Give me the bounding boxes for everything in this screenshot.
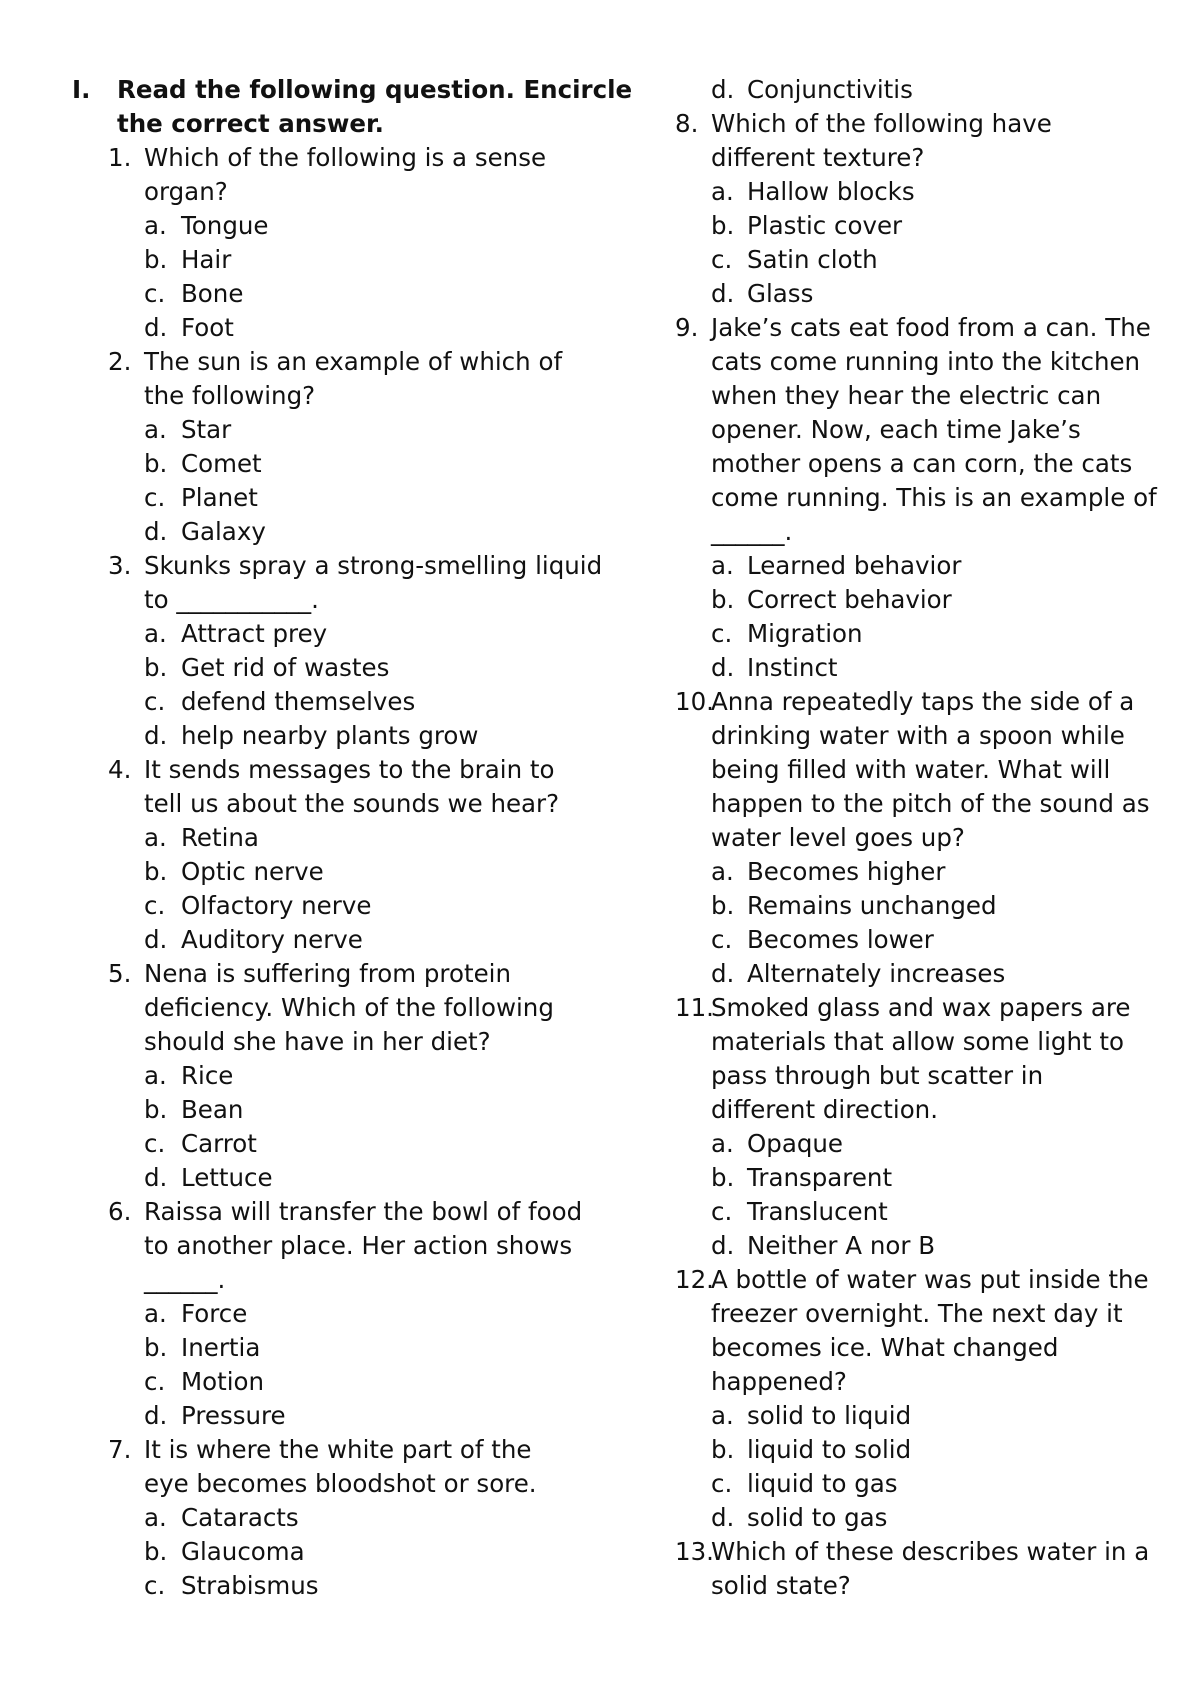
answer-option <box>72 413 592 447</box>
question-line-continued <box>675 345 1145 379</box>
question-3 <box>72 549 603 753</box>
option-letter: b. <box>144 1537 168 1566</box>
question-line <box>675 107 1145 141</box>
question-line-continued <box>675 413 1145 447</box>
question-line-continued <box>675 447 1145 481</box>
question-text: eye becomes bloodshot or sore. <box>144 1469 537 1498</box>
option-text: Transparent <box>747 1163 893 1192</box>
question-line <box>72 549 603 583</box>
option-text: solid to gas <box>747 1503 888 1532</box>
question-line <box>675 1535 1150 1569</box>
question-text: materials that allow some light to <box>711 1027 1124 1056</box>
option-letter: d. <box>144 517 168 546</box>
question-line-continued <box>675 1297 1145 1331</box>
answer-option <box>675 243 1145 277</box>
answer-option <box>675 1399 1145 1433</box>
option-text: Get rid of wastes <box>181 653 390 682</box>
question-line <box>72 1433 592 1467</box>
option-letter: d. <box>144 1163 168 1192</box>
option-letter: c. <box>144 1129 166 1158</box>
question-text: water level goes up? <box>711 823 965 852</box>
answer-option <box>675 923 1145 957</box>
option-text: Hair <box>181 245 232 274</box>
answer-option <box>675 889 1145 923</box>
question-line-continued <box>72 379 592 413</box>
option-d <box>675 73 1145 107</box>
question-line <box>72 957 592 991</box>
answer-option <box>72 1161 592 1195</box>
question-7 <box>72 1433 592 1603</box>
option-letter: a. <box>711 1129 734 1158</box>
answer-option <box>72 277 592 311</box>
answer-option <box>675 855 1145 889</box>
option-text: Lettuce <box>181 1163 273 1192</box>
section-marker: I. <box>72 75 91 104</box>
answer-option <box>675 617 1145 651</box>
question-text: solid state? <box>711 1571 851 1600</box>
option-letter: d. <box>711 1231 735 1260</box>
option-letter: b. <box>711 1163 735 1192</box>
question-line-continued <box>72 991 592 1025</box>
question-text: Anna repeatedly taps the side of a <box>711 687 1135 716</box>
question-text: tell us about the sounds we hear? <box>144 789 560 818</box>
left-column <box>72 73 633 1603</box>
answer-option <box>72 447 592 481</box>
answer-option <box>72 617 592 651</box>
question-line-continued <box>72 1025 592 1059</box>
question-text: different texture? <box>711 143 925 172</box>
question-line-continued <box>675 1093 1145 1127</box>
answer-option <box>72 651 592 685</box>
question-2 <box>72 345 592 549</box>
question-line-continued <box>72 1467 592 1501</box>
option-letter: b. <box>144 653 168 682</box>
option-text: Attract prey <box>181 619 328 648</box>
question-text: happen to the pitch of the sound as <box>711 789 1150 818</box>
question-line-continued <box>675 515 1145 549</box>
answer-option <box>675 175 1145 209</box>
option-text: Conjunctivitis <box>747 75 913 104</box>
option-text: Rice <box>181 1061 234 1090</box>
question-12 <box>675 1263 1149 1535</box>
section-heading-continued <box>72 107 592 141</box>
answer-option <box>72 1331 592 1365</box>
question-line-continued <box>675 141 1145 175</box>
option-text: Optic nerve <box>181 857 324 886</box>
question-line <box>675 1263 1149 1297</box>
option-text: Carrot <box>181 1129 257 1158</box>
answer-option <box>675 957 1145 991</box>
question-line-continued <box>675 719 1145 753</box>
option-text: Becomes lower <box>747 925 934 954</box>
question-text: Smoked glass and wax papers are <box>711 993 1131 1022</box>
option-letter: a. <box>144 1299 167 1328</box>
option-letter: d. <box>711 1503 735 1532</box>
question-text: mother opens a can corn, the cats <box>711 449 1133 478</box>
question-text: ______. <box>144 1265 226 1294</box>
question-text: becomes ice. What changed <box>711 1333 1059 1362</box>
option-text: Bean <box>181 1095 244 1124</box>
question-text: deficiency. Which of the following <box>144 993 554 1022</box>
answer-option <box>675 1229 1145 1263</box>
question-line-continued <box>675 379 1145 413</box>
question-number: 1. <box>108 143 132 172</box>
question-line <box>72 753 592 787</box>
answer-option <box>72 209 592 243</box>
question-text: It is where the white part of the <box>144 1435 532 1464</box>
answer-option <box>675 1433 1145 1467</box>
question-number: 6. <box>108 1197 132 1226</box>
question-text: being filled with water. What will <box>711 755 1111 784</box>
answer-option <box>72 1127 592 1161</box>
question-line <box>675 685 1145 719</box>
option-text: Comet <box>181 449 262 478</box>
question-11 <box>675 991 1145 1263</box>
option-letter: b. <box>711 585 735 614</box>
option-text: Pressure <box>181 1401 286 1430</box>
question-text: to another place. Her action shows <box>144 1231 573 1260</box>
question-number: 9. <box>675 313 699 342</box>
option-text: Auditory nerve <box>181 925 363 954</box>
answer-option <box>675 549 1145 583</box>
option-text: Glaucoma <box>181 1537 305 1566</box>
option-text: Instinct <box>747 653 838 682</box>
answer-option <box>72 311 592 345</box>
question-line-continued <box>72 1263 592 1297</box>
answer-option <box>675 651 1145 685</box>
option-text: Olfactory nerve <box>181 891 372 920</box>
option-letter: b. <box>144 449 168 478</box>
option-text: Inertia <box>181 1333 261 1362</box>
answer-option <box>72 1093 592 1127</box>
question-line-continued <box>72 787 592 821</box>
option-text: Retina <box>181 823 259 852</box>
option-text: Motion <box>181 1367 265 1396</box>
option-text: liquid to gas <box>747 1469 898 1498</box>
question-line-continued <box>675 1331 1145 1365</box>
question-text: to ___________. <box>144 585 319 614</box>
option-letter: a. <box>711 1401 734 1430</box>
option-letter: b. <box>711 891 735 920</box>
option-text: Cataracts <box>181 1503 299 1532</box>
question-text: come running. This is an example of <box>711 483 1157 512</box>
question-number: 4. <box>108 755 132 784</box>
option-letter: d. <box>144 313 168 342</box>
question-line-continued <box>72 175 592 209</box>
option-letter: b. <box>711 1435 735 1464</box>
option-letter: a. <box>144 1061 167 1090</box>
question-number: 11. <box>675 993 714 1022</box>
answer-option <box>675 1127 1145 1161</box>
option-letter: c. <box>711 1469 733 1498</box>
option-letter: d. <box>711 279 735 308</box>
option-letter: d. <box>144 721 168 750</box>
option-text: Glass <box>747 279 814 308</box>
question-8 <box>675 107 1145 311</box>
question-line-continued <box>675 1365 1145 1399</box>
question-line <box>675 311 1151 345</box>
question-4 <box>72 753 592 957</box>
question-line-continued <box>675 481 1157 515</box>
question-number: 8. <box>675 109 699 138</box>
question-line-continued <box>675 1059 1145 1093</box>
answer-option <box>72 923 592 957</box>
option-letter: d. <box>711 959 735 988</box>
option-letter: c. <box>144 687 166 716</box>
answer-option <box>72 1569 592 1603</box>
option-text: Becomes higher <box>747 857 946 886</box>
option-letter: c. <box>144 891 166 920</box>
answer-option <box>675 209 1145 243</box>
option-text: Galaxy <box>181 517 266 546</box>
answer-option <box>72 889 592 923</box>
option-text: defend themselves <box>181 687 416 716</box>
question-line-continued <box>675 753 1145 787</box>
question-1 <box>72 141 592 345</box>
question-10 <box>675 685 1150 991</box>
option-text: Plastic cover <box>747 211 903 240</box>
option-letter: c. <box>711 925 733 954</box>
answer-option <box>72 1535 592 1569</box>
option-letter: c. <box>144 279 166 308</box>
question-text: Which of the following have <box>711 109 1052 138</box>
question-text: Skunks spray a strong-smelling liquid <box>144 551 603 580</box>
question-text: ______. <box>711 517 793 546</box>
question-number: 2. <box>108 347 132 376</box>
question-text: freezer overnight. The next day it <box>711 1299 1123 1328</box>
option-text: Learned behavior <box>747 551 962 580</box>
question-number: 3. <box>108 551 132 580</box>
section-heading <box>72 73 633 107</box>
answer-option <box>72 515 592 549</box>
question-text: Jake’s cats eat food from a can. The <box>711 313 1151 342</box>
question-number: 7. <box>108 1435 132 1464</box>
option-letter: c. <box>144 1367 166 1396</box>
option-letter: a. <box>144 415 167 444</box>
option-letter: d. <box>144 1401 168 1430</box>
question-text: A bottle of water was put inside the <box>711 1265 1149 1294</box>
option-letter: c. <box>711 245 733 274</box>
option-letter: a. <box>144 1503 167 1532</box>
option-letter: c. <box>144 1571 166 1600</box>
question-9 <box>675 311 1157 685</box>
option-letter: c. <box>711 619 733 648</box>
option-letter: b. <box>711 211 735 240</box>
left-question-list <box>72 141 603 1603</box>
answer-option <box>675 1467 1145 1501</box>
question-text: organ? <box>144 177 228 206</box>
question-text: Nena is suffering from protein <box>144 959 511 988</box>
option-letter: a. <box>711 857 734 886</box>
question-text: the following? <box>144 381 316 410</box>
answer-option <box>675 277 1145 311</box>
option-letter: b. <box>144 1095 168 1124</box>
question-text: happened? <box>711 1367 847 1396</box>
option-text: Satin cloth <box>747 245 878 274</box>
option-letter: d. <box>711 75 735 104</box>
option-letter: d. <box>144 925 168 954</box>
option-text: Foot <box>181 313 234 342</box>
answer-option <box>72 719 592 753</box>
option-text: Alternately increases <box>747 959 1006 988</box>
question-line <box>675 991 1145 1025</box>
question-6 <box>72 1195 592 1433</box>
question-13 <box>675 1535 1150 1603</box>
answer-option <box>72 855 592 889</box>
option-text: Bone <box>181 279 244 308</box>
option-letter: c. <box>711 1197 733 1226</box>
answer-option <box>675 1161 1145 1195</box>
option-text: Planet <box>181 483 258 512</box>
question-line <box>72 141 592 175</box>
answer-option <box>675 1501 1145 1535</box>
instruction-line: Read the following question. Encircle <box>117 75 633 104</box>
option-letter: a. <box>144 619 167 648</box>
answer-option <box>675 1195 1145 1229</box>
question-line-continued <box>675 821 1145 855</box>
option-text: Strabismus <box>181 1571 319 1600</box>
question-text: should she have in her diet? <box>144 1027 491 1056</box>
option-text: Tongue <box>181 211 269 240</box>
option-letter: a. <box>711 177 734 206</box>
option-letter: b. <box>144 857 168 886</box>
question-text: Which of these describes water in a <box>711 1537 1150 1566</box>
option-text: Neither A nor B <box>747 1231 936 1260</box>
question-number: 5. <box>108 959 132 988</box>
answer-option <box>72 1399 592 1433</box>
question-number: 13. <box>675 1537 714 1566</box>
option-text: Migration <box>747 619 863 648</box>
question-text: opener. Now, each time Jake’s <box>711 415 1081 444</box>
option-text: Translucent <box>747 1197 888 1226</box>
option-text: liquid to solid <box>747 1435 912 1464</box>
question-text: different direction. <box>711 1095 938 1124</box>
option-letter: a. <box>711 551 734 580</box>
answer-option <box>72 1365 592 1399</box>
question-text: cats come running into the kitchen <box>711 347 1141 376</box>
question-line <box>72 1195 592 1229</box>
question-line-continued <box>72 583 592 617</box>
question-text: Which of the following is a sense <box>144 143 547 172</box>
question-5 <box>72 957 592 1195</box>
question-text: The sun is an example of which of <box>144 347 563 376</box>
question-text: It sends messages to the brain to <box>144 755 555 784</box>
option-text: Correct behavior <box>747 585 952 614</box>
right-column <box>675 73 1157 1603</box>
option-letter: a. <box>144 823 167 852</box>
question-line <box>72 345 592 379</box>
answer-option <box>72 1501 592 1535</box>
answer-option <box>72 1297 592 1331</box>
option-text: Opaque <box>747 1129 844 1158</box>
option-letter: a. <box>144 211 167 240</box>
answer-option <box>72 685 592 719</box>
option-text: Remains unchanged <box>747 891 997 920</box>
question-number: 12. <box>675 1265 714 1294</box>
option-text: help nearby plants grow <box>181 721 479 750</box>
option-text: Hallow blocks <box>747 177 915 206</box>
question-line-continued <box>72 1229 592 1263</box>
question-text: pass through but scatter in <box>711 1061 1044 1090</box>
option-letter: b. <box>144 245 168 274</box>
question-text: when they hear the electric can <box>711 381 1102 410</box>
instruction-line: the correct answer. <box>117 109 384 138</box>
option-text: Force <box>181 1299 248 1328</box>
option-letter: d. <box>711 653 735 682</box>
question-line-continued <box>675 1569 1145 1603</box>
answer-option <box>72 821 592 855</box>
answer-option <box>72 243 592 277</box>
question-line-continued <box>675 1025 1145 1059</box>
question-text: drinking water with a spoon while <box>711 721 1125 750</box>
question-line-continued <box>675 787 1150 821</box>
option-letter: b. <box>144 1333 168 1362</box>
answer-option <box>72 1059 592 1093</box>
answer-option <box>72 481 592 515</box>
option-text: solid to liquid <box>747 1401 912 1430</box>
option-letter: c. <box>144 483 166 512</box>
question-number: 10. <box>675 687 714 716</box>
question-text: Raissa will transfer the bowl of food <box>144 1197 583 1226</box>
right-question-list <box>675 107 1157 1603</box>
answer-option <box>675 583 1145 617</box>
option-text: Star <box>181 415 232 444</box>
